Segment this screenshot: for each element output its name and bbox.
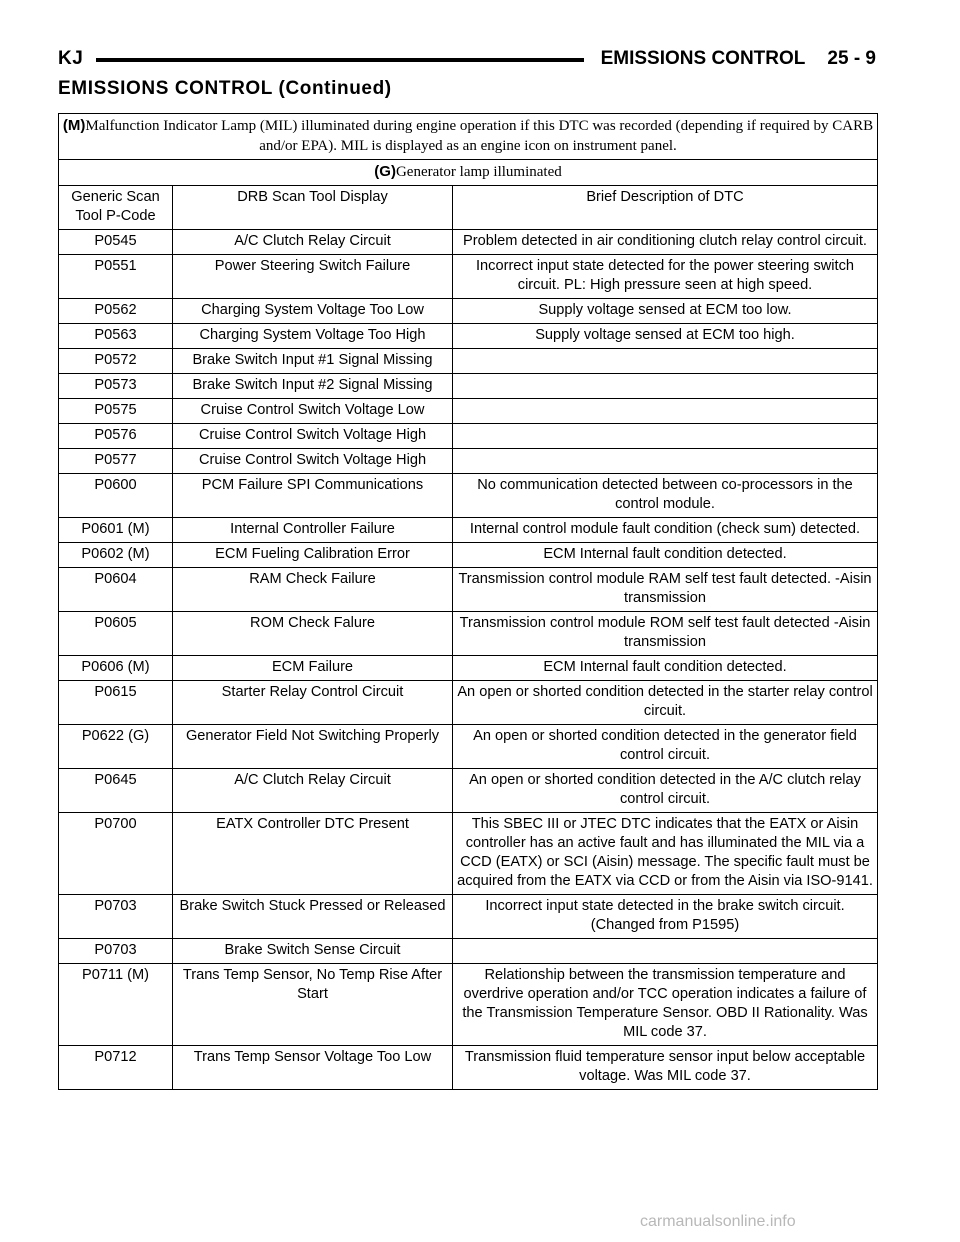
dtc-code-cell: P0572: [59, 349, 173, 374]
table-row: [59, 474, 878, 518]
scan-display-cell: EATX Controller DTC Present: [173, 813, 453, 895]
column-header-row: [59, 186, 878, 230]
note-m-key: (M): [62, 117, 86, 134]
scan-display-cell: Cruise Control Switch Voltage High: [173, 449, 453, 474]
dtc-code-cell: P0712: [59, 1046, 173, 1090]
note-m-text: Malfunction Indicator Lamp (MIL) illuminated during engine operation if this DTC was recorded (depending if required by CARB and/or EPA). MIL is displayed as an engine icon on instrument panel.: [85, 118, 874, 154]
dtc-code-cell: P0545: [59, 230, 173, 255]
dtc-code-cell: P0700: [59, 813, 173, 895]
dtc-code-cell: P0615: [59, 681, 173, 725]
scan-display-cell: Charging System Voltage Too High: [173, 324, 453, 349]
dtc-code-cell: P0606 (M): [59, 656, 173, 681]
header-right: [601, 48, 876, 70]
dtc-code-cell: P0551: [59, 255, 173, 299]
page-header: [58, 48, 876, 70]
table-row: [59, 939, 878, 964]
scan-display-cell: Cruise Control Switch Voltage High: [173, 424, 453, 449]
model-code: KJ: [58, 48, 84, 69]
note-row-g: [59, 160, 878, 186]
dtc-code-cell: P0622 (G): [59, 725, 173, 769]
description-cell: ECM Internal fault condition detected.: [453, 543, 878, 568]
watermark: carmanualsonline.info: [640, 1213, 796, 1230]
description-cell: An open or shorted condition detected in the generator field control circuit.: [453, 725, 878, 769]
description-cell: Problem detected in air conditioning clutch relay control circuit.: [453, 230, 878, 255]
description-cell: Transmission fluid temperature sensor input below acceptable voltage. Was MIL code 37.: [453, 1046, 878, 1090]
dtc-code-cell: P0605: [59, 612, 173, 656]
dtc-table-body: [59, 114, 878, 1090]
scan-display-cell: ECM Failure: [173, 656, 453, 681]
scan-display-cell: ECM Fueling Calibration Error: [173, 543, 453, 568]
dtc-code-cell: P0601 (M): [59, 518, 173, 543]
scan-display-cell: Brake Switch Stuck Pressed or Released: [173, 895, 453, 939]
dtc-table: [58, 113, 878, 1090]
dtc-code-cell: P0573: [59, 374, 173, 399]
dtc-code-cell: P0575: [59, 399, 173, 424]
table-row: [59, 681, 878, 725]
dtc-code-cell: P0600: [59, 474, 173, 518]
table-row: [59, 1046, 878, 1090]
description-cell: [453, 349, 878, 374]
scan-display-cell: Brake Switch Input #1 Signal Missing: [173, 349, 453, 374]
note-row-m: [59, 114, 878, 160]
table-row: [59, 299, 878, 324]
note-g-text: Generator lamp illuminated: [395, 164, 562, 180]
description-cell: Supply voltage sensed at ECM too low.: [453, 299, 878, 324]
table-row: [59, 424, 878, 449]
description-cell: Relationship between the transmission temperature and overdrive operation and/or TCC operation indicates a failure of the Transmission Temperature Sensor. OBD II Rationality. Was MIL code 37.: [453, 964, 878, 1046]
description-cell: This SBEC III or JTEC DTC indicates that the EATX or Aisin controller has an active fault and has illuminated the MIL via a CCD (EATX) or SCI (Aisin) message. The specific fault must be acquired from the EATX via CCD or from the Aisin via ISO-9141.: [453, 813, 878, 895]
dtc-code-cell: P0577: [59, 449, 173, 474]
scan-display-cell: Charging System Voltage Too Low: [173, 299, 453, 324]
table-row: [59, 230, 878, 255]
scan-display-cell: Brake Switch Sense Circuit: [173, 939, 453, 964]
scan-display-cell: Power Steering Switch Failure: [173, 255, 453, 299]
table-row: [59, 769, 878, 813]
scan-display-cell: Starter Relay Control Circuit: [173, 681, 453, 725]
dtc-code-cell: P0703: [59, 895, 173, 939]
header-description: Brief Description of DTC: [453, 186, 878, 230]
dtc-code-cell: P0602 (M): [59, 543, 173, 568]
table-row: [59, 374, 878, 399]
table-row: [59, 543, 878, 568]
description-cell: [453, 424, 878, 449]
scan-display-cell: A/C Clutch Relay Circuit: [173, 230, 453, 255]
description-cell: [453, 939, 878, 964]
description-cell: [453, 374, 878, 399]
header-display: DRB Scan Tool Display: [173, 186, 453, 230]
table-row: [59, 324, 878, 349]
scan-display-cell: Internal Controller Failure: [173, 518, 453, 543]
header-code: Generic Scan Tool P-Code: [59, 186, 173, 230]
description-cell: An open or shorted condition detected in the starter relay control circuit.: [453, 681, 878, 725]
table-row: [59, 399, 878, 424]
table-row: [59, 568, 878, 612]
scan-display-cell: Brake Switch Input #2 Signal Missing: [173, 374, 453, 399]
table-row: [59, 349, 878, 374]
scan-display-cell: Trans Temp Sensor, No Temp Rise After Start: [173, 964, 453, 1046]
table-row: [59, 725, 878, 769]
dtc-code-cell: P0576: [59, 424, 173, 449]
dtc-code-cell: P0604: [59, 568, 173, 612]
description-cell: Internal control module fault condition (check sum) detected.: [453, 518, 878, 543]
description-cell: Incorrect input state detected for the power steering switch circuit. PL: High pressure seen at high speed.: [453, 255, 878, 299]
page-number: 25 - 9: [827, 48, 876, 69]
scan-display-cell: Generator Field Not Switching Properly: [173, 725, 453, 769]
description-cell: Supply voltage sensed at ECM too high.: [453, 324, 878, 349]
scan-display-cell: RAM Check Failure: [173, 568, 453, 612]
scan-display-cell: ROM Check Falure: [173, 612, 453, 656]
description-cell: Incorrect input state detected in the brake switch circuit. (Changed from P1595): [453, 895, 878, 939]
description-cell: ECM Internal fault condition detected.: [453, 656, 878, 681]
note-g-key: (G): [374, 163, 396, 180]
description-cell: Transmission control module RAM self test fault detected. -Aisin transmission: [453, 568, 878, 612]
description-cell: An open or shorted condition detected in the A/C clutch relay control circuit.: [453, 769, 878, 813]
table-row: [59, 255, 878, 299]
table-row: [59, 518, 878, 543]
table-row: [59, 612, 878, 656]
dtc-code-cell: P0563: [59, 324, 173, 349]
note-g: [59, 160, 878, 186]
table-row: [59, 895, 878, 939]
table-row: [59, 813, 878, 895]
description-cell: [453, 399, 878, 424]
table-row: [59, 656, 878, 681]
description-cell: Transmission control module ROM self test fault detected -Aisin transmission: [453, 612, 878, 656]
dtc-code-cell: P0711 (M): [59, 964, 173, 1046]
table-row: [59, 449, 878, 474]
scan-display-cell: PCM Failure SPI Communications: [173, 474, 453, 518]
table-row: [59, 964, 878, 1046]
description-cell: [453, 449, 878, 474]
scan-display-cell: Trans Temp Sensor Voltage Too Low: [173, 1046, 453, 1090]
dtc-code-cell: P0703: [59, 939, 173, 964]
section-name: EMISSIONS CONTROL: [600, 48, 806, 69]
dtc-code-cell: P0645: [59, 769, 173, 813]
description-cell: No communication detected between co-processors in the control module.: [453, 474, 878, 518]
section-title: EMISSIONS CONTROL (Continued): [58, 78, 392, 99]
scan-display-cell: Cruise Control Switch Voltage Low: [173, 399, 453, 424]
dtc-code-cell: P0562: [59, 299, 173, 324]
scan-display-cell: A/C Clutch Relay Circuit: [173, 769, 453, 813]
header-rule: [96, 58, 584, 62]
note-m: [59, 114, 878, 160]
